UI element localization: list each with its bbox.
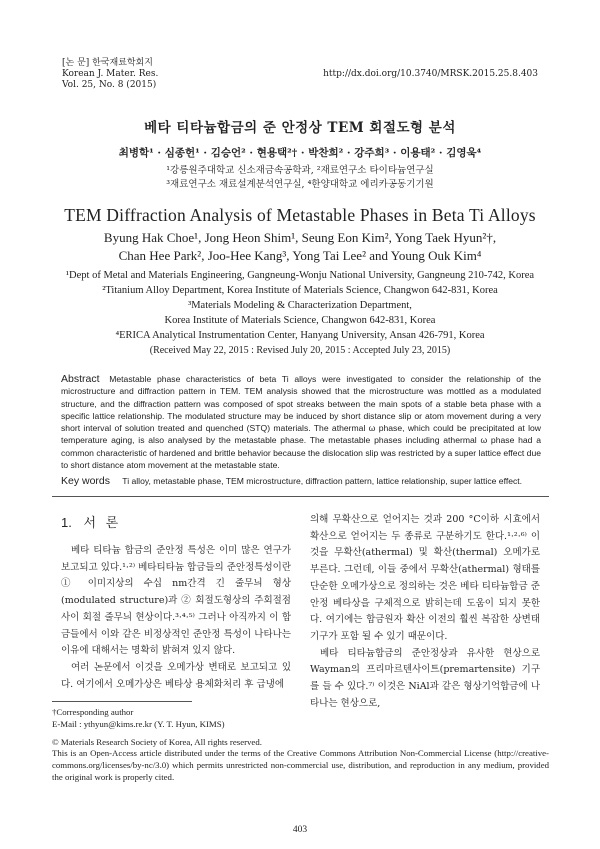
korean-affiliation-1: ¹강릉원주대학교 신소재금속공학과, ²재료연구소 타이타늄연구실 [166, 165, 434, 176]
journal-header [62, 58, 158, 91]
right-column [310, 512, 540, 712]
english-title: TEM Diffraction Analysis of Metastable Phases in Beta Ti Alloys [64, 205, 536, 225]
journal-name-korean: [논 문] 한국재료학회지 [62, 58, 153, 68]
copyright: © Materials Research Society of Korea, All rights reserved. [52, 736, 262, 747]
section-heading [61, 512, 121, 531]
korean-title: 베타 티타늄합금의 준 안정상 TEM 회절도형 분석 [144, 120, 456, 136]
author-email[interactable]: E-Mail : ythyun@kims.re.kr (Y. T. Hyun, KIMS) [52, 718, 225, 729]
keywords [61, 475, 541, 487]
left-paragraph-2: 여러 논문에서 이것을 오메가상 변태로 보고되고 있다. 여기에서 오메가상은 베타상 용체화처리 후 급냉에 [61, 661, 291, 690]
section-number: 1. [61, 515, 72, 530]
korean-affiliation-2: ³재료연구소 재료설계분석연구실, ⁴한양대학교 에리카공동기기원 [166, 179, 434, 190]
abstract [61, 373, 541, 471]
page-number: 403 [292, 825, 308, 835]
right-paragraph-1: 의해 무확산으로 얻어지는 것과 200 °C이하 시효에서 확산으로 얻어지는 두 종류로 구분하기도 한다.¹·²·⁶⁾ 이것을 무확산(athermal) 및 확산(thermal) 오메가로 부른다. 그런데, 이들 중에서 무확산(athermal) 형태를 단순한 오메가상으로 정의하는 것은 베타 티타늄합금 준안정 베타상을 구체적으로 밝히는데 도움이 되지 못한다. 여기에는 합금원자 확산 이전의 훨씬 복잡한 상변태 기구가 포함 될 수 있기 때문이다. [310, 514, 540, 642]
left-paragraph-1: 베타 티타늄 합금의 준안정 특성은 이미 많은 연구가 보고되고 있다.¹·²⁾ 베타티타늄 합금들의 준안정특성이란 ① 이미지상의 수십 nm간격 긴 줄무늬 형상(modulated structure)과 ② 회절도형상의 주회절점 사이 회절 줄무늬 현상이다.³·⁴·⁵⁾ 그러나 아직까지 이 합금들에서 이와 같은 비정상적인 준안정 특성이 나타나는 이유에 대해서는 명확히 밝혀져 있지 않다. [61, 545, 291, 657]
english-authors-line-2: Chan Hee Park², Joo-Hee Kang³, Yong Tai Lee² and Young Ouk Kim⁴ [118, 248, 482, 263]
english-affiliation-1: ¹Dept of Metal and Materials Engineering, Gangneung-Wonju National University, Gangneung 210-742, Korea [65, 270, 535, 281]
right-paragraph-2: 베타 티타늄합금의 준안정상과 유사한 현상으로 Wayman의 프리마르텐사이트(premartensite) 기구를 들 수 있다.⁷⁾ 이것은 NiAl과 같은 형상기억합금에 나타나는 현상으로, [310, 647, 540, 709]
english-affiliation-4: Korea Institute of Materials Science, Changwon 642-831, Korea [164, 315, 436, 326]
doi-link[interactable]: http://dx.doi.org/10.3740/MRSK.2015.25.8.403 [323, 69, 538, 79]
volume-issue: Vol. 25, No. 8 (2015) [62, 80, 157, 90]
footnote-divider [52, 701, 192, 702]
license-text: This is an Open-Access article distributed under the terms of the Creative Commons Attribution Non-Commercial License (http://creative-commons.org/licenses/by-nc/3.0) which permits unrestricted non-commercial use, distribution, and reproduction in any medium, provided the original work is properly cited. [52, 748, 549, 782]
keywords-text: Ti alloy, metastable phase, TEM microstructure, diffraction pattern, lattice relationship, super lattice effect. [122, 476, 523, 486]
received-dates: (Received May 22, 2015 : Revised July 20, 2015 : Accepted July 23, 2015) [149, 345, 451, 356]
english-affiliation-2: ²Titanium Alloy Department, Korea Institute of Materials Science, Changwon 642-831, Korea [102, 285, 498, 296]
english-affiliation-3: ³Materials Modeling & Characterization Department, [188, 300, 412, 311]
abstract-text: Metastable phase characteristics of beta Ti alloys were investigated to consider the relationship of the microstructure and diffraction pattern in TEM. TEM analysis showed that the microstructure was mottled as a modulated structure, and the diffraction pattern was composed of spot streaks between the main spots of a stable beta phase with a specific lattice relationship. The modulated structure may be induced by short distance slip or atom movement during a very short interval of solution treated and quenched (STQ) materials. The athermal ω phase, which could be precipitated at low temperature aging, is also analysed by the metastable phase. The metastable phases including athermal ω phase had a common characteristic of hardened and brittle behavior because the dislocation slip was restricted by a super lattice effect due to short distance atom movement at the metastable state. [61, 374, 542, 471]
left-column [61, 543, 291, 693]
section-title: 서 론 [83, 515, 122, 530]
korean-authors: 최병학¹ · 심종헌¹ · 김승언² · 현용택²† · 박찬희² · 강주희³ · 이용태² · 김영욱⁴ [118, 147, 482, 159]
journal-name-english: Korean J. Mater. Res. [62, 69, 159, 79]
english-affiliation-5: ⁴ERICA Analytical Instrumentation Center, Hanyang University, Ansan 426-791, Korea [115, 330, 485, 341]
keywords-label: Key words [61, 475, 111, 487]
footnotes [52, 707, 549, 784]
abstract-label: Abstract [61, 373, 100, 385]
corresponding-author: †Corresponding author [52, 707, 134, 717]
divider [52, 496, 549, 497]
english-authors-line-1: Byung Hak Choe¹, Jong Heon Shim¹, Seung Eon Kim², Yong Taek Hyun²†, [103, 230, 497, 245]
